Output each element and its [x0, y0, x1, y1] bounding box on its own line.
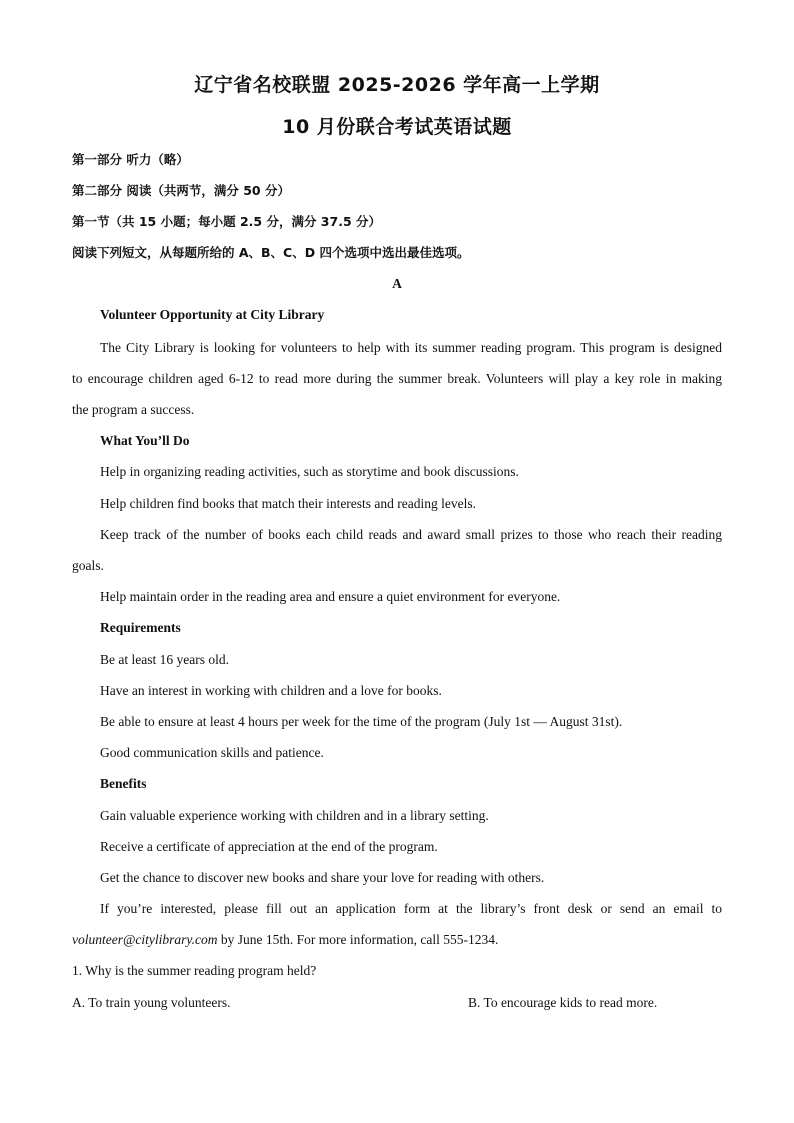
email-link[interactable]: volunteer@citylibrary.com	[72, 932, 218, 947]
requirements-heading: Requirements	[100, 620, 181, 635]
benefit-item: Get the chance to discover new books and share your love for reading with others.	[100, 870, 545, 885]
what-youll-do-heading: What You’ll Do	[100, 433, 190, 448]
option-b: B. To encourage kids to read more.	[468, 995, 658, 1010]
duty-item: Help children find books that match their interests and reading levels.	[100, 496, 477, 511]
duty-item: Keep track of the number of books each child reads and award small prizes to those who reach their reading	[100, 527, 722, 542]
intro-line-3: the program a success.	[72, 402, 195, 417]
passage-title: Volunteer Opportunity at City Library	[100, 307, 325, 322]
reading-instruction: 阅读下列短文，从每题所给的 A、B、C、D 四个选项中选出最佳选项。	[72, 245, 470, 260]
requirement-item: Be at least 16 years old.	[100, 652, 229, 667]
option-a: A. To train young volunteers.	[72, 995, 231, 1010]
contact-line-1: If you’re interested, please fill out an application form at the library’s front desk or send an email to	[100, 901, 722, 916]
intro-line-2: to encourage children aged 6-12 to read more during the summer break. Volunteers will play a key role in making	[72, 371, 722, 386]
exam-title-line1: 辽宁省名校联盟 2025-2026 学年高一上学期	[194, 74, 600, 96]
duty-item: Help in organizing reading activities, such as storytime and book discussions.	[100, 464, 519, 479]
benefits-heading: Benefits	[100, 776, 147, 791]
requirement-item: Good communication skills and patience.	[100, 745, 324, 760]
question-1-options	[72, 993, 722, 1013]
part2-heading: 第二部分 阅读（共两节，满分 50 分）	[72, 183, 290, 198]
benefit-item: Receive a certificate of appreciation at the end of the program.	[100, 839, 438, 854]
duty-item: Help maintain order in the reading area and ensure a quiet environment for everyone.	[100, 589, 561, 604]
contact-deadline-text: by June 15th. For more information, call 555-1234.	[217, 932, 499, 947]
section1-heading: 第一节（共 15 小题；每小题 2.5 分，满分 37.5 分）	[72, 214, 381, 229]
requirement-item: Be able to ensure at least 4 hours per week for the time of the program (July 1st — August 31st).	[100, 714, 623, 729]
contact-line-2	[72, 930, 722, 950]
duty-item-continuation: goals.	[72, 558, 104, 573]
part1-heading: 第一部分 听力（略）	[72, 152, 189, 167]
intro-line-1: The City Library is looking for volunteers to help with its summer reading program. This program is designed	[100, 340, 722, 355]
passage-letter: A	[392, 276, 402, 291]
benefit-item: Gain valuable experience working with children and in a library setting.	[100, 808, 489, 823]
question-1: 1. Why is the summer reading program held?	[72, 963, 317, 978]
exam-title-line2: 10 月份联合考试英语试题	[282, 116, 512, 138]
requirement-item: Have an interest in working with children and a love for books.	[100, 683, 442, 698]
